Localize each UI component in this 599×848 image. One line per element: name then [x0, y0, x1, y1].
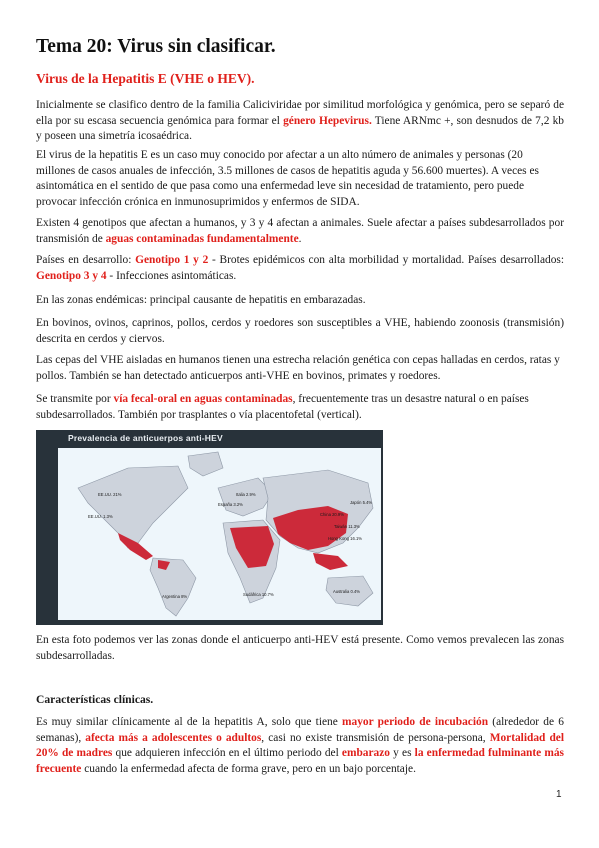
map-label: Italia 2.9%	[236, 492, 256, 497]
map-label: Argentina 8%	[162, 594, 188, 599]
map-label: Taiwán 11.3%	[334, 524, 360, 529]
paragraph-transmission: Se transmite por vía fecal-oral en aguas contaminadas, frecuentemente tras un desastre natural o en países subdesarrollados. También por trasplantes o vía placentofetal (vertical).	[36, 393, 529, 421]
map-label: EE.UU. 21%	[98, 492, 122, 497]
south-america-shape	[150, 558, 196, 616]
map-label: Japón 5.4%	[350, 500, 373, 505]
paragraph-endemic: En las zonas endémicas: principal causante de hepatitis en embarazadas.	[36, 294, 366, 306]
greenland-shape	[188, 452, 223, 476]
paragraph-genotypes: Existen 4 genotipos que afectan a humanos, y 3 y 4 afectan a animales. Suele afectar a países subdesarrollados por transmisión de aguas contaminadas fundamentalmente.	[36, 217, 564, 245]
map-label: España 3.2%	[218, 502, 243, 507]
section-title: Virus de la Hepatitis E (VHE o HEV).	[36, 71, 255, 86]
paragraph-animals: En bovinos, ovinos, caprinos, pollos, cerdos y roedores son susceptibles a VHE, habiendo zoonosis (transmisión) descrita en cerdos y ciervos.	[36, 317, 564, 345]
figure-caption: En esta foto podemos ver las zonas donde el anticuerpo anti-HEV está presente. Como vemos prevalecen las zonas subdesarrolladas.	[36, 634, 564, 662]
paragraph-classification: Inicialmente se clasifico dentro de la familia Caliciviridae por similitud morfológica y genómica, pero se separó de ella por su escasa secuencia genómica para formar el género Hepevirus. Tiene ARNmc +, son desnudos de 7,2 kb y poseen una simetría icosaédrica.	[36, 99, 564, 142]
paragraph-countries: Países en desarrollo: Genotipo 1 y 2 - Brotes epidémicos con alta morbilidad y mortalidad. Países desarrollados: Genotipo 3 y 4 - Infecciones asintomáticas.	[36, 254, 564, 282]
southeast-asia-highlight	[313, 553, 348, 570]
figure-title: Prevalencia de anticuerpos anti-HEV	[68, 433, 223, 443]
paragraph-clinical: Es muy similar clínicamente al de la hepatitis A, solo que tiene mayor periodo de incubación (alrededor de 6 semanas), afecta más a adolescentes o adultos, casi no existe transmisión de persona-persona, Mortalidad del 20% de madres que adquieren infección en el último periodo del embarazo y es la enfermedad fulminante más frecuente cuando la enfermedad afecta de forma grave, pero en un bajo porcentaje.	[36, 716, 564, 775]
paragraph-strains: Las cepas del VHE aisladas en humanos tienen una estrecha relación genética con cepas halladas en cerdos, ratas y pollos. También se han detectado anticuerpos anti-VHE en bovinos, primates y roedores.	[36, 354, 560, 382]
north-america-shape	[78, 466, 188, 548]
map-label: China 20.9%	[320, 512, 344, 517]
prevalence-map-figure	[36, 430, 383, 625]
world-map	[58, 448, 381, 620]
map-label: EE.UU. 1.3%	[88, 514, 113, 519]
paragraph-epidemiology: El virus de la hepatitis E es un caso muy conocido por afectar a un alto número de animales y personas (20 millones de casos anuales de infección, 3.5 millones de casos de hepatitis aguda y 56.600 muertes). A veces es asintomática en el sentido de que pasa como una enfermedad leve sin necesidad de tratamiento, pero puede provocar infección crónica en inmunosuprimidos y enfermos de SIDA.	[36, 149, 539, 208]
map-label: Australia 0.4%	[333, 589, 360, 594]
map-label: Sudáfrica 10.7%	[243, 592, 274, 597]
map-label: Hong Kong 16.1%	[328, 536, 362, 541]
page-title: Tema 20: Virus sin clasificar.	[36, 36, 276, 57]
world-map-svg	[58, 448, 381, 620]
clinical-heading: Características clínicas.	[36, 693, 154, 706]
page-number: 1	[556, 789, 562, 800]
